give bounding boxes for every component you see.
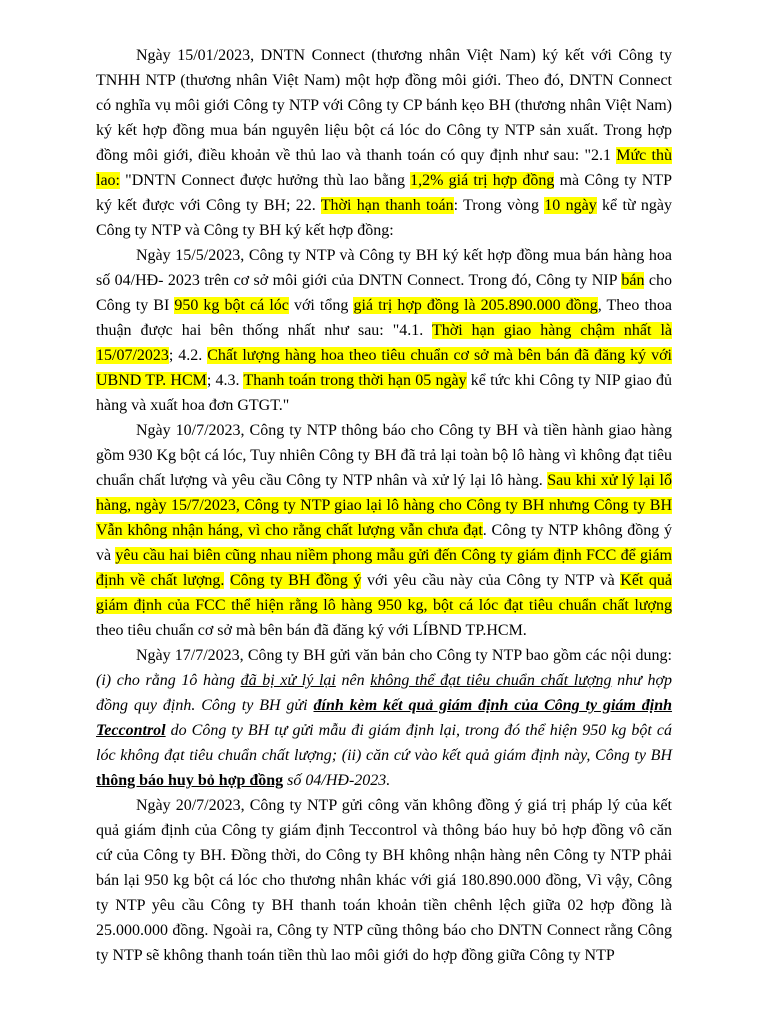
text-run: kể tức khi Công ty NIP giao đủ hàng và xuất hoa đơn GTGT." [96, 372, 673, 414]
text-run: : Trong vòng [453, 197, 545, 214]
text-run: cho Công ty BI [96, 272, 672, 314]
text-run: Ngày 10/7/2023, Công ty NTP thông báo cho Công ty BH và tiền hành giao hàng gồm 930 Kg bột cá lóc, Tuy nhiên Công ty BH đã trả lại toàn bộ lô hàng vì không đạt tiêu chuẩn chất lượng và yêu cầu Công ty NTP nhân và xử lý lại lô hàng. [96, 422, 672, 489]
paragraph-1 [96, 43, 672, 243]
text-run: . Công ty NTP không đồng ý và [96, 522, 672, 564]
text-run: với tổng [288, 297, 354, 314]
text-run: số 04/HĐ-2023. [283, 772, 391, 789]
text-run: Ngày 15/5/2023, Công ty NTP và Công ty BH ký kết hợp đồng mua bán hàng hoa số 04/HĐ- 2023 trên cơ sở môi giới của DNTN Connect. Trong đó, Công ty NIP [96, 247, 672, 289]
text-run: kể từ ngày Công ty NTP và Công ty BH ký kết hợp đồng: [96, 197, 673, 239]
text-run: bán [621, 272, 645, 289]
text-run: ; 4.3. [206, 372, 244, 389]
paragraph-5 [96, 793, 672, 968]
text-run: ; 4.2. [168, 347, 208, 364]
text-run: Công ty BH đồng ý [229, 572, 362, 589]
text-run: 1,2% giá trị hợp đồng [410, 172, 555, 189]
text-run: theo tiêu chuẩn cơ sở mà bên bán đã đăng ký với LÍBND TP.HCM. [96, 622, 527, 639]
text-run: đã bị xử lý lại [240, 672, 336, 689]
text-run: Ngày 17/7/2023, Công ty BH gửi văn bản cho Công ty NTP bao gồm các nội dung: [136, 647, 672, 664]
text-run: (i) cho rằng 1ô hàng [96, 672, 241, 689]
text-run: thông báo huy bỏ hợp đồng [96, 772, 284, 789]
text-run: , Theo thoa thuận được hai bên thống nhất như sau: "4.1. [96, 297, 673, 339]
text-run: Thời hạn thanh toán [320, 197, 454, 214]
text-run: Thời hạn giao hàng chậm nhất là 15/07/2023 [96, 322, 673, 364]
paragraph-2 [96, 243, 672, 418]
text-run: Sau khi xử lý lại lổ hàng, ngày 15/7/2023, Công ty NTP giao lại lô hàng cho Công ty BH nhưng Công ty BH Vẫn không nhận háng, vì cho rằng chất lượng vẫn chưa đạt [96, 472, 672, 539]
text-run: như hợp đồng quy định. Công ty BH gửi [96, 672, 672, 714]
text-run: Kết quả giám định của FCC thể hiện rằng lô hàng 950 kg, bột cá lóc đạt tiêu chuẩn chất lượng [96, 572, 673, 614]
text-run: Thanh toán trong thời hạn 05 ngày [243, 372, 467, 389]
text-run: Chất lượng hàng hoa theo tiêu chuẩn cơ sở mà bên bán đã đăng ký với UBND TP. HCM [96, 347, 672, 389]
text-run: Ngày 20/7/2023, Công ty NTP gửi công văn không đồng ý giá trị pháp lý của kết quả giám định của Công ty giám định Teccontrol và thông báo huy bỏ hợp đồng vô căn cứ của Công ty BH. Đồng thời, do Công ty BH không nhận hàng nên Công ty NTP phải bán lại 950 kg bột cá lóc cho thương nhân khác với giá 180.890.000 đồng, Vì vậy, Công ty NTP yêu cầu Công ty BH thanh toán khoản tiền chênh lệch giữa 02 hợp đồng là 25.000.000 đồng. Ngoài ra, Công ty NTP cũng thông báo cho DNTN Connect rằng Công ty NTP sẽ không thanh toán tiền thù lao môi giới do hợp đồng giữa Công ty NTP [96, 797, 672, 964]
text-run: yêu cầu hai biên cũng nhau niềm phong mẫu gửi đến Công ty giám định FCC để giám định về chất lượng. [96, 547, 672, 589]
text-run: nên [335, 672, 371, 689]
text-run: không thể đạt tiêu chuẩn chất lượng [370, 672, 612, 689]
text-run: đính kèm kết quả giám định của Công ty giám định Teccontrol [96, 697, 673, 739]
text-run: 950 kg bột cá lóc [174, 297, 289, 314]
text-run: mà Công ty NTP ký kết được với Công ty BH; 22. [96, 172, 673, 214]
text-run: 10 ngày [544, 197, 597, 214]
text-run: với yêu cầu này của Công ty NTP và [361, 572, 621, 589]
text-run: do Công ty BH tự gửi mẫu đi giám định lại, trong đó thể hiện 950 kg bột cá lóc không đạt tiêu chuẩn chất lượng; (ii) căn cứ vào kết quả giám định này, Công ty BH [96, 722, 672, 764]
text-run: Ngày 15/01/2023, DNTN Connect (thương nhân Việt Nam) ký kết với Công ty TNHH NTP (thương nhân Việt Nam) một hợp đồng môi giới. Theo đó, DNTN Connect có nghĩa vụ môi giới Công ty NTP với Công ty CP bánh kẹo BH (thương nhân Việt Nam) ký kết hợp đồng mua bán nguyên liệu bột cá lóc do Công ty NTP sản xuất. Trong hợp đồng môi giới, điều khoản về thủ lao và thanh toán có quy định như sau: "2.1 [96, 47, 672, 164]
paragraph-3 [96, 418, 672, 643]
text-run: Mức thù lao: [96, 147, 672, 189]
text-run: giá trị hợp đồng là 205.890.000 đồng [353, 297, 598, 314]
text-run: "DNTN Connect được hưởng thù lao bằng [120, 172, 411, 189]
paragraph-4 [96, 643, 672, 793]
